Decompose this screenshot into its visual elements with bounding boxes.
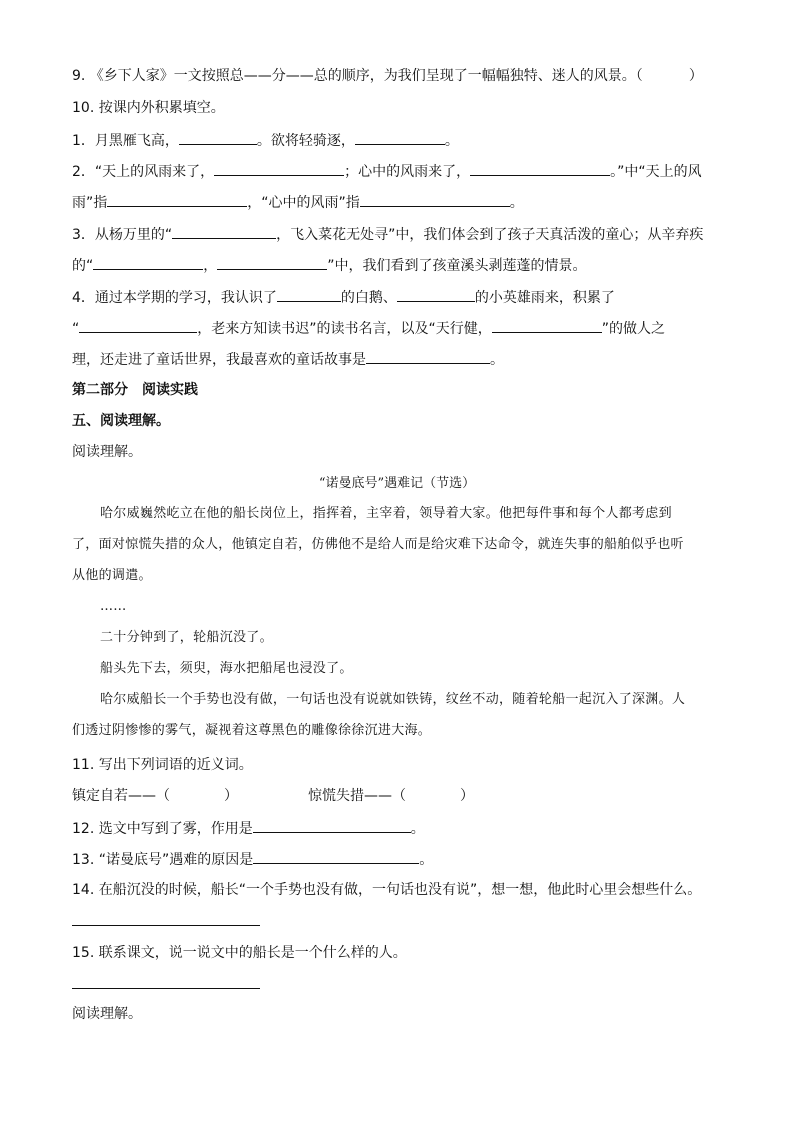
section-5-heading: 五、阅读理解。 bbox=[72, 413, 170, 429]
blank-10-4-b[interactable] bbox=[397, 287, 475, 302]
question-10-2b bbox=[72, 192, 524, 213]
q10-2-text-c: 。”中“天上的风 bbox=[610, 164, 702, 180]
q10-2b-text-b: ，“心中的风雨”指 bbox=[247, 195, 360, 211]
question-10-4c bbox=[72, 349, 504, 370]
question-10-2 bbox=[72, 161, 702, 182]
q10-3b-text-c: ”中，我们看到了孩童溪头剥莲蓬的情景。 bbox=[327, 258, 587, 274]
q10-2-text-b: ；心中的风雨来了， bbox=[344, 164, 471, 180]
q10-4-text-a: 4．通过本学期的学习，我认识了 bbox=[72, 290, 277, 306]
blank-10-3-a[interactable] bbox=[172, 224, 276, 239]
part-2-heading: 第二部分 阅读实践 bbox=[72, 382, 198, 398]
question-12-end: 。 bbox=[410, 821, 425, 837]
question-13-end: 。 bbox=[419, 852, 434, 868]
word-2: 惊慌失措——（ bbox=[308, 788, 406, 804]
word-1: 镇定自若——（ bbox=[72, 788, 170, 804]
blank-13[interactable] bbox=[253, 849, 419, 864]
q10-2b-text-c: 。 bbox=[509, 195, 524, 211]
passage-p4-line2: 们透过阴惨惨的雾气，凝视着这尊黑色的雕像徐徐沉进大海。 bbox=[72, 723, 432, 738]
question-13-text: 13. “诺曼底号”遇难的原因是 bbox=[72, 852, 254, 868]
passage-p1-line1: 哈尔威巍然屹立在他的船长岗位上，指挥着，主宰着，领导着大家。他把每件事和每个人都考虑到 bbox=[100, 506, 672, 521]
blank-10-3-c[interactable] bbox=[217, 255, 327, 270]
q10-3-text-a: 3．从杨万里的“ bbox=[72, 227, 173, 243]
question-15: 15. 联系课文，说一说文中的船长是一个什么样的人。 bbox=[72, 945, 407, 961]
q10-3b-text-b: ， bbox=[203, 258, 218, 274]
question-12-text: 12. 选文中写到了雾，作用是 bbox=[72, 821, 253, 837]
blank-10-2-b[interactable] bbox=[470, 161, 610, 176]
passage-p1-line2: 了，面对惊慌失措的众人，他镇定自若，仿佛他不是给人而是给灾难下达命令，就连失事的船舶似乎也听 bbox=[72, 537, 684, 552]
q10-3b-text-a: 的“ bbox=[72, 258, 94, 274]
question-10-4 bbox=[72, 287, 615, 308]
q10-4c-text-b: 。 bbox=[490, 352, 504, 368]
q10-3-text-b: ，飞入菜花无处寻”中，我们体会到了孩子天真活泼的童心；从辛弃疾 bbox=[276, 227, 704, 243]
question-9-close: ） bbox=[688, 68, 703, 84]
question-10-1 bbox=[72, 130, 459, 151]
q10-4-text-c: 的小英雄雨来，积累了 bbox=[474, 290, 615, 306]
passage-p4-line1: 哈尔威船长一个手势也没有做，一句话也没有说就如铁铸，纹丝不动，随着轮船一起沉入了深渊。人 bbox=[100, 692, 686, 707]
answer-line-15[interactable] bbox=[72, 988, 260, 989]
question-9 bbox=[72, 66, 703, 86]
q10-4b-text-c: ”的做人之 bbox=[601, 321, 666, 337]
q10-1-text-a: 1．月黑雁飞高， bbox=[72, 133, 179, 149]
q10-4c-text-a: 理，还走进了童话世界，我最喜欢的童话故事是 bbox=[72, 352, 366, 368]
passage-p3: 船头先下去，须臾，海水把船尾也浸没了。 bbox=[100, 661, 353, 676]
blank-10-3-b[interactable] bbox=[93, 255, 203, 270]
blank-12[interactable] bbox=[253, 818, 411, 833]
question-14: 14. 在船沉没的时候，船长“一个手势也没有做，一句话也没有说”，想一想，他此时心里会想些什么。 bbox=[72, 882, 702, 898]
blank-10-1-a[interactable] bbox=[179, 130, 257, 145]
blank-10-4-a[interactable] bbox=[277, 287, 341, 302]
word-2-close: ） bbox=[460, 788, 474, 804]
passage-p1-line3: 从他的调遣。 bbox=[72, 568, 152, 583]
question-11-words bbox=[72, 786, 474, 806]
reading-label-2: 阅读理解。 bbox=[72, 1006, 142, 1022]
question-12 bbox=[72, 818, 425, 839]
blank-10-1-b[interactable] bbox=[355, 130, 445, 145]
blank-10-4-d[interactable] bbox=[492, 318, 602, 333]
q10-4b-text-b: ，老来方知读书迟”的读书名言，以及“天行健， bbox=[197, 321, 492, 337]
blank-10-4-c[interactable] bbox=[79, 318, 197, 333]
q10-1-text-b: 。欲将轻骑逐， bbox=[256, 133, 355, 149]
q10-2b-text-a: 雨”指 bbox=[72, 195, 108, 211]
blank-10-2-d[interactable] bbox=[360, 192, 510, 207]
q10-1-text-c: 。 bbox=[444, 133, 459, 149]
question-10-3b bbox=[72, 255, 587, 276]
q10-4b-text-a: “ bbox=[72, 321, 80, 337]
question-11-title: 11. 写出下列词语的近义词。 bbox=[72, 757, 253, 773]
blank-10-4-e[interactable] bbox=[366, 349, 490, 364]
passage-ellipsis: …… bbox=[100, 599, 127, 614]
q10-4-text-b: 的白鹅、 bbox=[340, 290, 397, 306]
word-1-close: ） bbox=[224, 788, 238, 804]
question-9-text: 9. 《乡下人家》一文按照总——分——总的顺序，为我们呈现了一幅幅独特、迷人的风景。（ bbox=[72, 68, 643, 84]
question-13 bbox=[72, 849, 433, 870]
blank-10-2-a[interactable] bbox=[214, 161, 344, 176]
blank-10-2-c[interactable] bbox=[107, 192, 247, 207]
passage-p2: 二十分钟到了，轮船沉没了。 bbox=[100, 630, 273, 645]
answer-line-14[interactable] bbox=[72, 925, 260, 926]
question-10-title: 10. 按课内外积累填空。 bbox=[72, 100, 225, 116]
q10-2-text-a: 2．“天上的风雨来了， bbox=[72, 164, 215, 180]
reading-label: 阅读理解。 bbox=[72, 444, 142, 460]
question-10-4b bbox=[72, 318, 665, 339]
question-10-3 bbox=[72, 224, 703, 245]
passage-title: “诺曼底号”遇难记（节选） bbox=[318, 476, 476, 491]
